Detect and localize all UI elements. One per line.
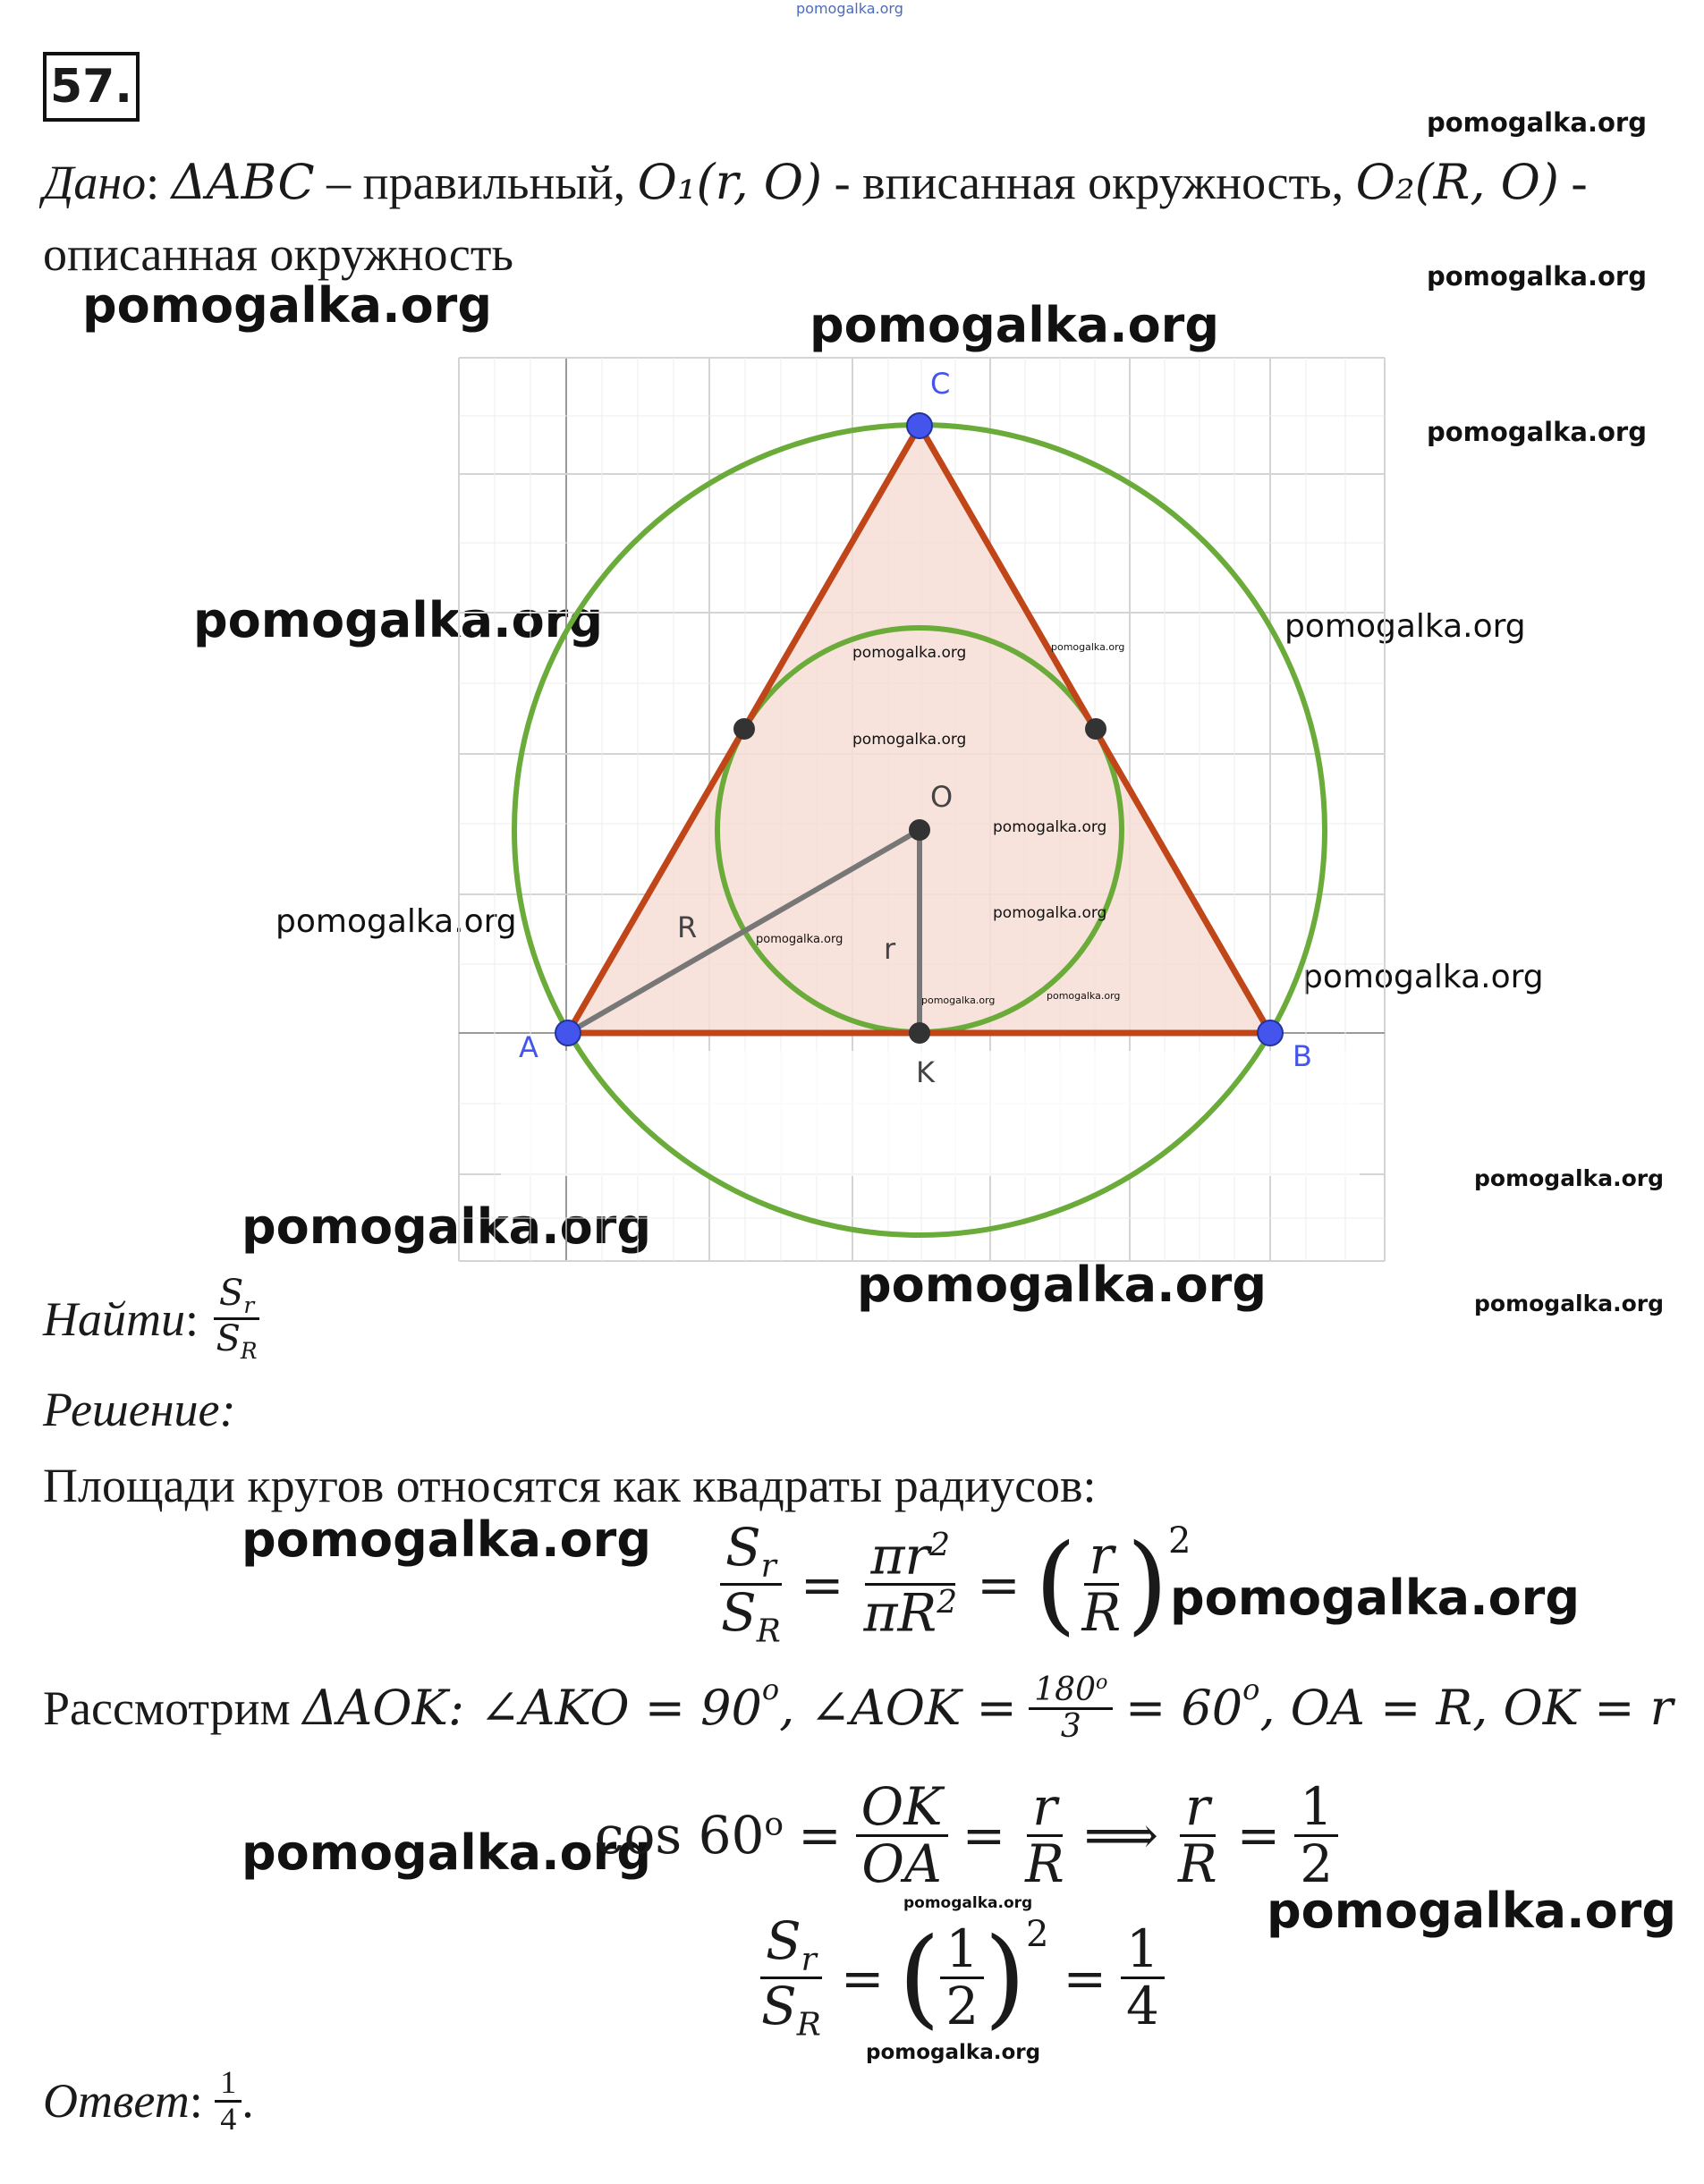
header-watermark: pomogalka.org <box>796 0 903 17</box>
find-den: S <box>216 1318 241 1360</box>
eq1-equals: = <box>800 1553 844 1615</box>
watermark: pomogalka.org <box>852 731 967 749</box>
eq1-equals-2: = <box>977 1553 1021 1615</box>
eq2-f3-den: R <box>1178 1833 1217 1894</box>
watermark: pomogalka.org <box>1302 959 1544 995</box>
equation-1: $\frac{S_r}{S_R}$ = $\frac{\pi r^2}{\pi R^2}$ = ( $\frac{r}{R}$ ) $^2$ <box>721 1517 1191 1650</box>
eq1-lhs-den: S <box>721 1582 757 1644</box>
vertex-A <box>555 1020 581 1045</box>
eq2-f1-den: OA <box>861 1833 942 1894</box>
line2-deg-1: o <box>761 1672 780 1706</box>
solution-line-2 <box>43 1672 1674 1744</box>
eq2-f2-den: R <box>1025 1833 1064 1894</box>
eq1-mid-den: πR <box>863 1582 937 1644</box>
find-num-sub: r <box>243 1292 255 1318</box>
equation-3: $\frac{S_r}{S_R}$ = ( $\frac{1}{2}$ ) $^2$ = $\frac{1}{4}$ <box>756 1914 1165 2043</box>
watermark: pomogalka.org <box>993 818 1107 836</box>
line2-prefix: Рассмотрим <box>43 1680 291 1735</box>
line2-deg-2: o <box>1242 1672 1260 1706</box>
eq3-r-den: 4 <box>1126 1976 1159 2037</box>
line2-a: : ∠AKO = 90 <box>447 1680 762 1737</box>
solution-label: Решение <box>43 1383 220 1436</box>
vertex-B <box>1258 1020 1283 1045</box>
label-C: C <box>930 367 951 401</box>
point-K <box>909 1022 930 1044</box>
line2-d: , OA = R, OK = r <box>1259 1680 1674 1737</box>
watermark: pomogalka.org <box>921 995 996 1006</box>
eq2-f4-num: 1 <box>1294 1780 1338 1837</box>
given-incircle: O₁(r, O) <box>637 154 823 210</box>
given-text-1: – правильный, <box>326 156 626 209</box>
eq3-equals-2: = <box>1063 1947 1107 2009</box>
eq1-lhs-den-sub: R <box>756 1613 781 1650</box>
eq2-f1-num: OK <box>856 1780 948 1837</box>
eq1-rhs-sup: 2 <box>1168 1520 1191 1562</box>
point-O <box>909 819 930 841</box>
watermark: pomogalka.org <box>993 904 1107 922</box>
equation-2 <box>595 1776 1338 1894</box>
watermark: pomogalka.org <box>242 1511 651 1568</box>
watermark: pomogalka.org <box>1284 608 1526 645</box>
watermark: pomogalka.org <box>857 1257 1267 1313</box>
tangent-point-left <box>733 718 755 740</box>
given-dash: - <box>1571 156 1588 209</box>
watermark: pomogalka.org <box>242 1824 651 1881</box>
eq2-equals-2: = <box>962 1805 1006 1867</box>
answer-fraction <box>215 2066 242 2137</box>
watermark: pomogalka.org <box>1474 1165 1665 1191</box>
label-K: K <box>916 1055 935 1089</box>
given-incircle-text: - вписанная окружность, <box>834 156 1344 209</box>
label-O: O <box>930 780 954 814</box>
eq3-lhs-num: S <box>765 1910 801 1971</box>
eq2-f3-num: r <box>1180 1780 1216 1837</box>
watermark: pomogalka.org <box>1170 1570 1580 1626</box>
line2-frac-num: 180 <box>1034 1672 1096 1708</box>
eq1-mid-num: πr <box>870 1525 930 1587</box>
eq3-equals: = <box>840 1947 885 2009</box>
line2-b: , ∠AOK = <box>779 1680 1017 1737</box>
line2-c: = 60 <box>1124 1680 1243 1737</box>
answer-label: Ответ <box>43 2074 190 2129</box>
watermark: pomogalka.org <box>1427 107 1647 138</box>
watermark: pomogalka.org <box>1047 990 1121 1002</box>
eq2-equals-3: = <box>1236 1805 1281 1867</box>
eq2-cos-sup: o <box>764 1807 784 1844</box>
eq1-mid-num-sup: 2 <box>929 1527 951 1564</box>
line2-frac-den: 3 <box>1060 1707 1081 1745</box>
label-R: R <box>677 910 698 944</box>
solution-line-1: Площади кругов относятся как квадраты радиусов: <box>43 1459 1097 1512</box>
eq3-lhs-den: S <box>761 1976 797 2037</box>
line2-frac-sup: o <box>1096 1671 1108 1694</box>
watermark: pomogalka.org <box>756 933 844 946</box>
eq2-implies: ⟹ <box>1083 1805 1158 1867</box>
watermark: pomogalka.org <box>1267 1883 1676 1939</box>
eq1-mid-den-sup: 2 <box>937 1584 958 1621</box>
answer-den: 4 <box>220 2100 237 2137</box>
label-A: A <box>519 1030 538 1064</box>
vertex-C <box>907 413 932 438</box>
line2-frac <box>1029 1672 1113 1744</box>
given-label: Дано <box>43 156 147 209</box>
watermark: pomogalka.org <box>903 1894 1033 1912</box>
watermark: pomogalka.org <box>1474 1291 1665 1316</box>
eq1-lhs-num-sub: r <box>760 1547 776 1585</box>
eq3-lhs-num-sub: r <box>801 1941 817 1978</box>
watermark: pomogalka.org <box>1427 417 1647 447</box>
find-fraction <box>211 1274 263 1363</box>
find-label: Найти <box>43 1291 185 1346</box>
solution-heading: Решение: <box>43 1383 236 1436</box>
eq3-r-num: 1 <box>1121 1922 1165 1979</box>
watermark: pomogalka.org <box>82 277 492 334</box>
find-num: S <box>218 1273 244 1314</box>
given-line-2: описанная окружность <box>43 227 514 281</box>
watermark: pomogalka.org <box>193 592 603 648</box>
eq3-sup: 2 <box>1025 1914 1049 1955</box>
watermark: pomogalka.org <box>1051 641 1125 653</box>
given-circumcircle: O₂(R, O) <box>1355 154 1559 210</box>
watermark: pomogalka.org <box>810 297 1219 353</box>
answer-line: Ответ : $\frac{1}{4}$ . <box>43 2064 254 2137</box>
eq3-lhs-den-sub: R <box>796 2006 821 2044</box>
eq2-equals: = <box>798 1805 842 1867</box>
watermark: pomogalka.org <box>242 1198 651 1255</box>
line2-tri: ΔAOK <box>302 1680 448 1737</box>
label-r: r <box>884 932 896 966</box>
answer-num: 1 <box>215 2066 242 2103</box>
tangent-point-right <box>1085 718 1106 740</box>
given-line-1: Дано: ΔABC – правильный, O₁(r, O) - вписанная окружность, O₂(R, O) - <box>43 154 1588 210</box>
eq1-rhs-num: r <box>1084 1528 1120 1586</box>
problem-number: 57. <box>43 52 140 122</box>
eq1-rhs-den: R <box>1081 1582 1122 1644</box>
eq3-p-num: 1 <box>940 1922 984 1979</box>
watermark: pomogalka.org <box>866 2041 1041 2064</box>
eq1-lhs-num: S <box>725 1517 761 1578</box>
eq2-cos: cos 60 <box>595 1805 765 1867</box>
label-B: B <box>1293 1039 1312 1073</box>
eq2-f4-den: 2 <box>1300 1833 1334 1894</box>
eq3-p-den: 2 <box>945 1976 979 2037</box>
watermark: pomogalka.org <box>1427 261 1647 292</box>
watermark: pomogalka.org <box>276 903 517 940</box>
find-line: Найти : $\frac{S_r}{S_R}$ <box>43 1274 263 1363</box>
find-den-sub: R <box>240 1338 258 1365</box>
given-triangle: ΔABC <box>171 154 315 210</box>
watermark: pomogalka.org <box>852 644 967 662</box>
eq2-f2-num: r <box>1027 1780 1063 1837</box>
